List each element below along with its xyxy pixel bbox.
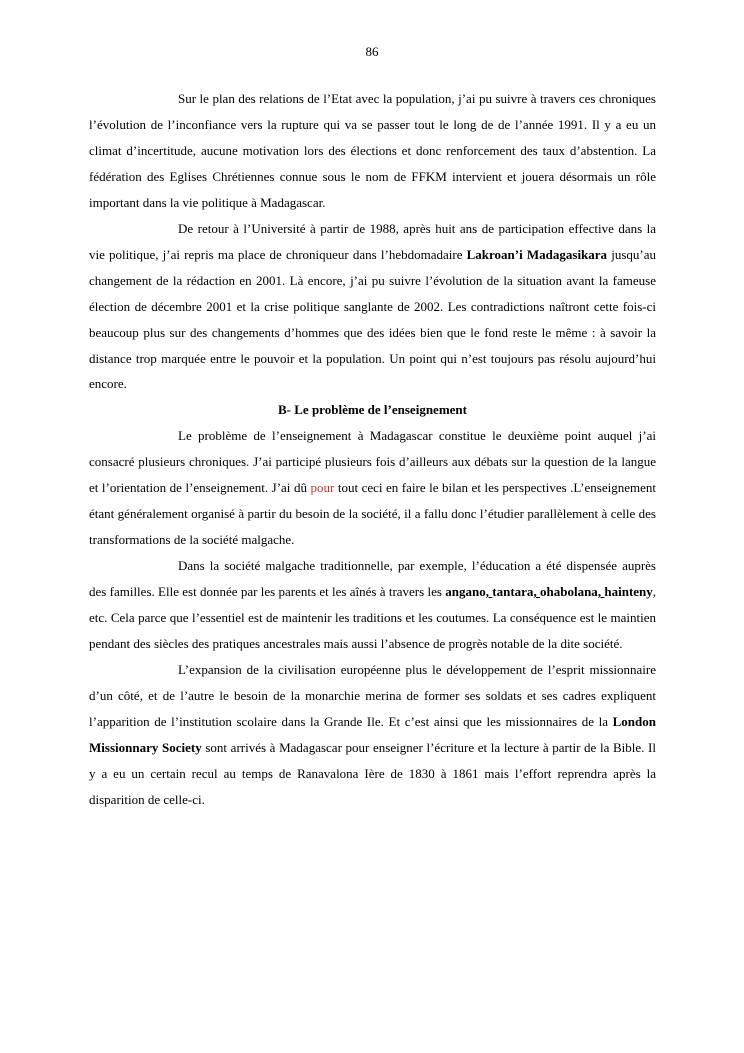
paragraph-text: tout ceci en faire le bilan et les perspectives .L’enseignement étant généralement organisé à partir du besoin de la société, il a fallu donc l’étudier parallèlement à celle des transformations de la société malgache. <box>89 480 656 548</box>
section-heading: B- Le problème de l’enseignement <box>278 402 467 418</box>
term-separator: , <box>533 584 540 600</box>
term-separator: , <box>597 584 605 600</box>
organization-name: London Missionnary Society <box>89 713 656 755</box>
paragraph-text: L’expansion de la civilisation européenne plus le développement de l’esprit missionnaire d’un côté, et de l’autre le besoin de la monarchie merina de former ses soldats et ses cadres expliquent l’apparition de l’institution scolaire dans la Grande Ile. Et c’est ainsi que les missionnaires de la <box>89 661 656 729</box>
term-tantara: tantara <box>492 584 534 600</box>
term-hainteny: hainteny <box>604 584 653 600</box>
paragraph-state-population <box>89 86 656 216</box>
newspaper-title: Lakroan’i Madagasikara <box>466 246 608 262</box>
paragraph-text: jusqu’au changement de la rédaction en 2001. Là encore, j’ai pu suivre l’évolution de la situation avant la fameuse élection de décembre 2001 et la crise politique sanglante de 2002. Les contradictions naîtront cette fois-ci beaucoup plus sur des changements d’hommes que des idées bien que le fond reste le même : à savoir la distance trop marquée entre le pouvoir et la population. Un point qui n’est toujours pas résolu aujourd’hui encore. <box>89 246 656 392</box>
paragraph-university-return <box>89 216 656 398</box>
term-ohabolana: ohabolana <box>540 584 598 600</box>
paragraph-text: Dans la société malgache traditionnelle, par exemple, l’éducation a été dispensée auprès des familles. Elle est donnée par les parents et les aînés à travers les <box>89 558 656 600</box>
paragraph-european-expansion <box>89 657 656 813</box>
term-separator: , <box>485 584 493 600</box>
paragraph-text: Le problème de l’enseignement à Madagascar constitue le deuxième point auquel j’ai consacré plusieurs chroniques. J’ai participé plusieurs fois d’ailleurs aux débats sur la question de la langue et l’orientation de l’enseignement. J’ai dû <box>89 428 656 496</box>
highlighted-word: pour <box>310 480 335 496</box>
paragraph-text: De retour à l’Université à partir de 1988, après huit ans de participation effective dans la vie politique, j’ai repris ma place de chroniqueur dans l’hebdomadaire <box>89 220 656 262</box>
paragraph-text: , etc. Cela parce que l’essentiel est de maintenir les traditions et les coutumes. La conséquence est le maintien pendant des siècles des pratiques ancestrales mais aussi l’absence de progrès notable de la dite société. <box>89 584 657 652</box>
paragraph-text: sont arrivés à Madagascar pour enseigner l’écriture et la lecture à partir de la Bible. Il y a eu un certain recul au temps de Ranavalona Ière de 1830 à 1861 mais l’effort reprendra après la disparition de celle-ci. <box>89 739 656 807</box>
document-body <box>89 86 656 813</box>
page-number: 86 <box>365 44 379 59</box>
paragraph-traditional-society <box>89 553 656 657</box>
paragraph-education-problem <box>89 423 656 553</box>
term-angano: angano <box>445 584 486 600</box>
paragraph-text: Sur le plan des relations de l’Etat avec la population, j’ai pu suivre à travers ces chroniques l’évolution de l’inconfiance vers la rupture qui va se passer tout le long de de l’année 1991. Il y a eu un climat d’incertitude, aucune motivation lors des élections et donc renforcement des taux d’abstention. La fédération des Eglises Chrétiennes connue sous le nom de FFKM intervient et jouera désormais un rôle important dans la vie politique à Madagascar. <box>89 91 656 210</box>
